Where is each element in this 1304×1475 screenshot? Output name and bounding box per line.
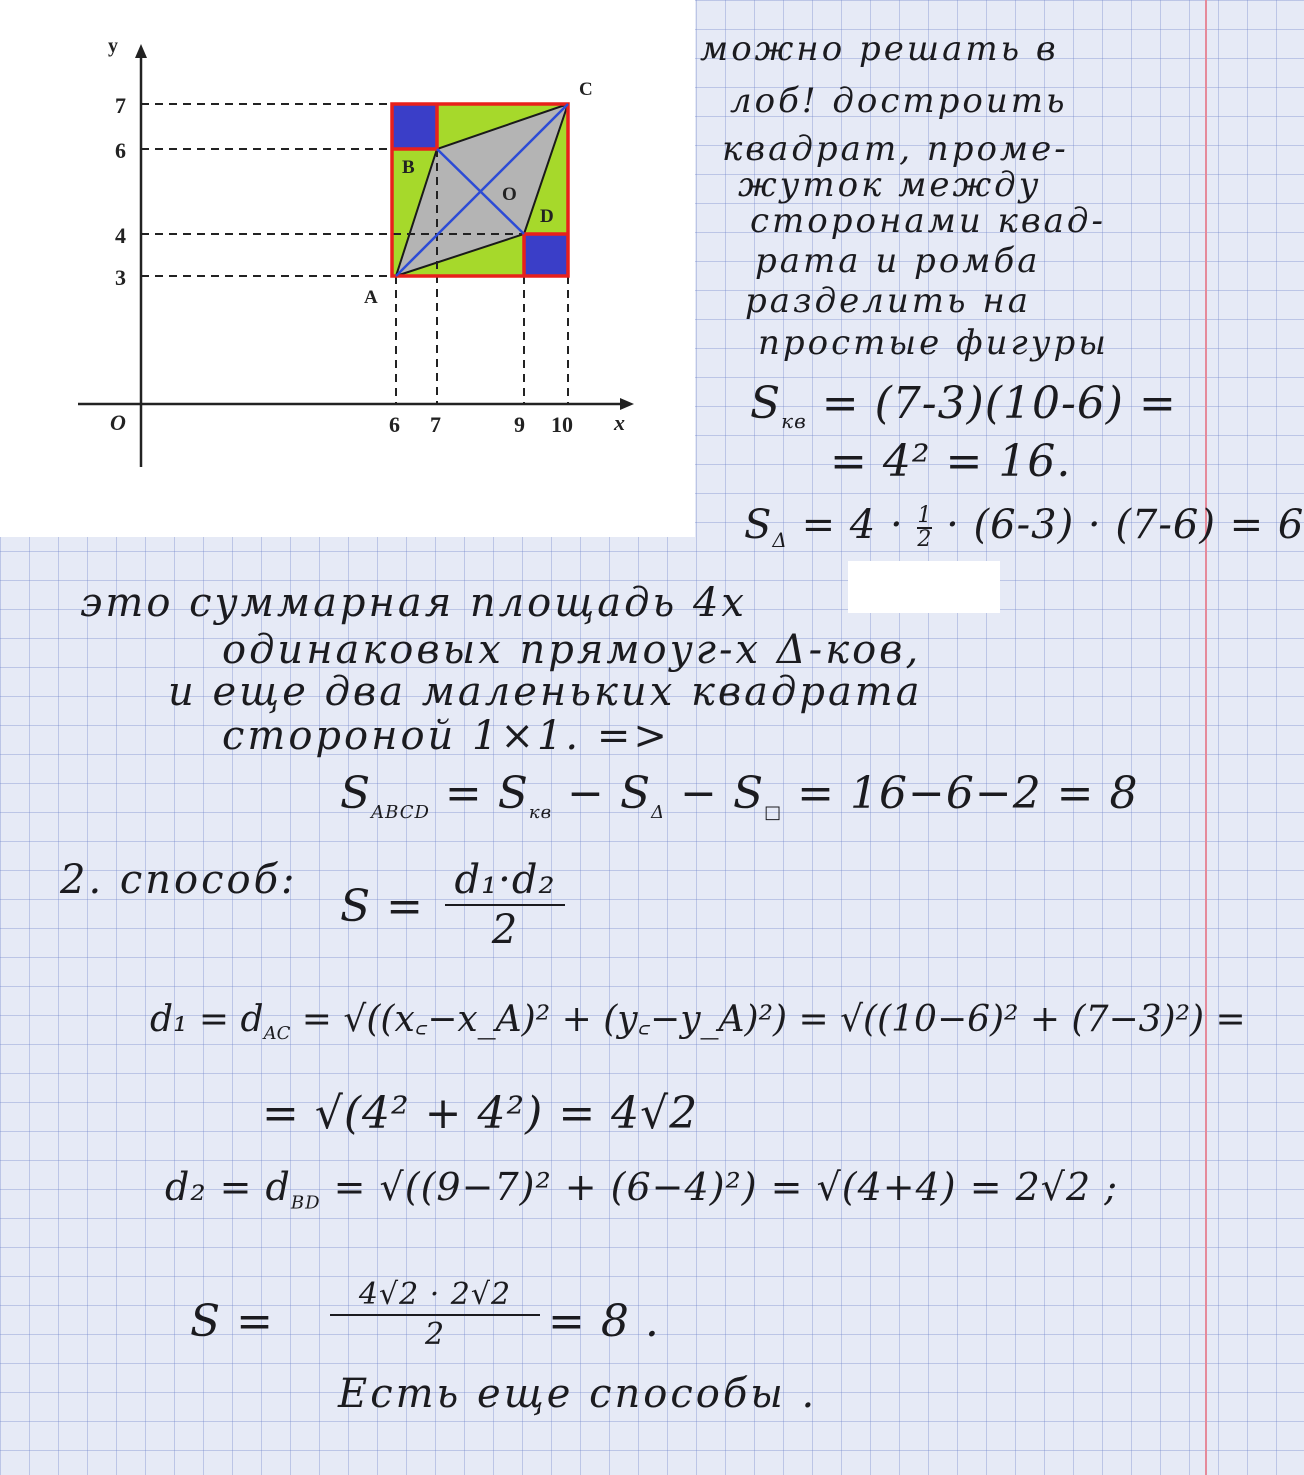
note-line-4: жуток между bbox=[738, 165, 1042, 205]
note-line-1: можно решать в bbox=[700, 29, 1059, 69]
point-b-label: B bbox=[402, 157, 415, 178]
note-line-7: разделить на bbox=[745, 281, 1032, 321]
s-triangle-formula: $S_\Delta = 4$ · $\frac{1}{2}$ · (6-3) · (7-6) = 6 bbox=[744, 502, 1304, 552]
d2-formula: $d_2 = d_{BD} = √((9-7)^2 + (6-4)^2) = √(4+4) = 2√2$ ; bbox=[165, 1165, 1119, 1214]
coordinate-figure bbox=[0, 0, 695, 537]
d1-formula: $d_1 = d_{AC}$ = √((x꜀−x_A)² + (y꜀−y_A)²) = √((10−6)² + (7−3)²) = bbox=[150, 999, 1246, 1045]
s-final-lhs: S = bbox=[190, 1296, 274, 1347]
s-final-fraction: 4√2 · 2√2 2 bbox=[330, 1280, 540, 1350]
explanation-line-3: и еще два маленьких квадрата bbox=[168, 669, 923, 715]
point-o-label: O bbox=[502, 184, 517, 205]
note-line-8: простые фигуры bbox=[758, 323, 1109, 363]
note-line-2: лоб! достроить bbox=[730, 81, 1068, 121]
notebook-margin-line bbox=[1205, 0, 1207, 1475]
s-diagonal-formula-lhs: S = bbox=[340, 881, 424, 932]
point-c-label: C bbox=[579, 79, 593, 100]
y-axis-label: y bbox=[108, 35, 118, 57]
y-axis-arrow bbox=[135, 44, 147, 58]
note-line-6: рата и ромба bbox=[755, 241, 1041, 281]
point-a-label: A bbox=[364, 287, 378, 308]
x-tick-6: 6 bbox=[389, 412, 400, 437]
method-2-heading: 2. способ: bbox=[60, 857, 298, 903]
note-line-3: квадрат, проме- bbox=[722, 129, 1069, 169]
x-axis-label: x bbox=[614, 410, 625, 435]
x-tick-7: 7 bbox=[430, 412, 441, 437]
small-square-bottom bbox=[524, 234, 568, 276]
x-axis-arrow bbox=[620, 398, 634, 410]
explanation-line-2: одинаковых прямоуг-х Δ-ков, bbox=[222, 627, 922, 673]
y-tick-6: 6 bbox=[115, 138, 126, 163]
note-line-5: сторонами квад- bbox=[750, 201, 1106, 241]
s-square-formula: $S_{кв} = (7-3)(10-6)$ = bbox=[750, 378, 1177, 433]
point-d-label: D bbox=[540, 206, 554, 227]
y-tick-4: 4 bbox=[115, 223, 126, 248]
s-square-result: = 4² = 16. bbox=[830, 436, 1072, 487]
small-square-top bbox=[392, 104, 437, 149]
explanation-line-1: это суммарная площадь 4х bbox=[80, 580, 747, 626]
explanation-line-4: стороной 1×1. => bbox=[222, 713, 670, 759]
s-abcd-formula: $S_{ABCD} = S_{кв} - S_\Delta - S_□ = 16-6-2 = 8$ bbox=[340, 768, 1139, 823]
y-tick-3: 3 bbox=[115, 265, 126, 290]
closing-note: Есть еще способы . bbox=[338, 1371, 818, 1417]
s-diagonal-formula-fraction: d₁·d₂ 2 bbox=[445, 860, 565, 950]
d1-result: = √(4² + 4²) = 4√2 bbox=[262, 1088, 699, 1139]
s-final-result: = 8 . bbox=[548, 1296, 660, 1347]
x-tick-10: 10 bbox=[551, 412, 573, 437]
origin-label: O bbox=[110, 410, 126, 435]
x-tick-9: 9 bbox=[514, 412, 525, 437]
y-tick-7: 7 bbox=[115, 93, 126, 118]
white-correction-patch bbox=[848, 561, 1000, 613]
figure-svg bbox=[0, 0, 695, 537]
